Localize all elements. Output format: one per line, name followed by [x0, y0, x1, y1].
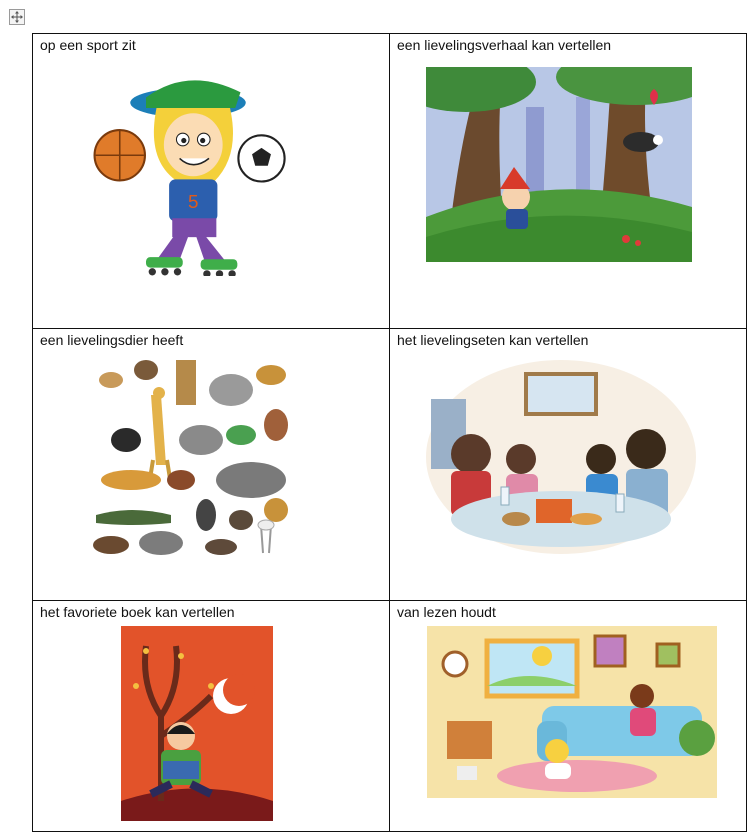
- table-cell[interactable]: [33, 329, 390, 601]
- boy-reading-book-illustration: [121, 626, 273, 821]
- table-row: [33, 601, 747, 832]
- cell-label: het lievelingseten kan vertellen: [397, 332, 589, 348]
- cell-label: op een sport zit: [40, 37, 136, 53]
- table-move-handle[interactable]: [9, 9, 25, 25]
- table-row: [33, 34, 747, 329]
- table-cell[interactable]: [390, 329, 747, 601]
- cell-label: van lezen houdt: [397, 604, 496, 620]
- table-cell[interactable]: [390, 34, 747, 329]
- forest-story-illustration: [426, 67, 692, 262]
- kids-reading-livingroom-illustration: [427, 626, 717, 798]
- sport-kid-illustration: [83, 66, 293, 276]
- table-cell[interactable]: [33, 34, 390, 329]
- move-cross-icon: [10, 10, 24, 24]
- table-cell[interactable]: [33, 601, 390, 832]
- svg-text:5: 5: [188, 191, 199, 213]
- table-cell[interactable]: [390, 601, 747, 832]
- cell-label: het favoriete boek kan vertellen: [40, 604, 235, 620]
- cell-label: een lievelingsverhaal kan vertellen: [397, 37, 612, 53]
- family-dinner-illustration: [426, 359, 696, 554]
- table-row: [33, 329, 747, 601]
- cell-label: een lievelingsdier heeft: [40, 332, 184, 348]
- animals-collage-illustration: [91, 355, 291, 555]
- activity-table: [32, 33, 747, 832]
